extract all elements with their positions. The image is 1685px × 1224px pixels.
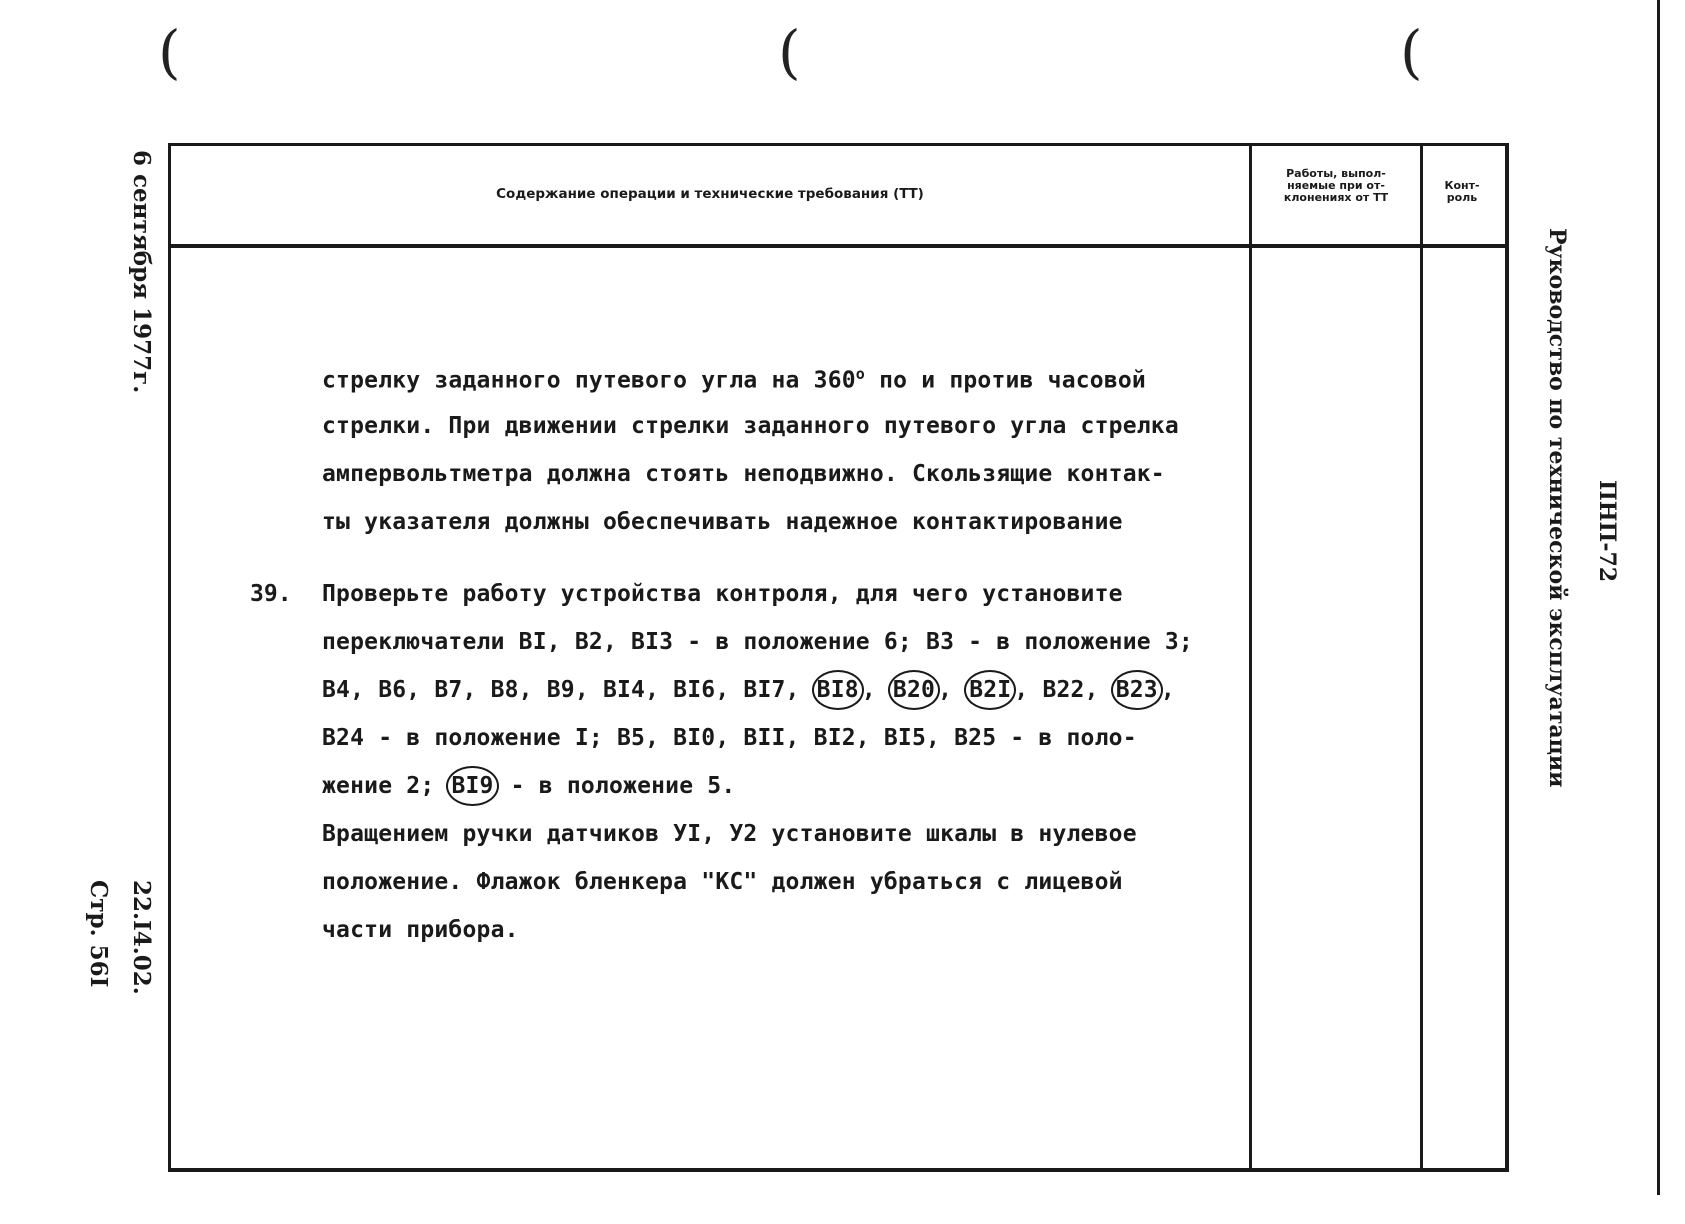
circled-switch: BI9	[446, 766, 498, 806]
header-deviation-column: Работы, выпол- няемые при от- клонениях от ТТ	[1283, 167, 1389, 204]
margin-date: 6 сентября 1977г.	[128, 150, 155, 394]
page-edge	[1657, 0, 1660, 1195]
margin-code: 22.I4.02.	[128, 880, 155, 995]
column-divider-2	[1420, 143, 1423, 1169]
item-number: 39.	[250, 581, 292, 607]
header-divider	[168, 244, 1506, 248]
text-line: B24 - в положение I; B5, BI0, BII, BI2, BI5, B25 - в поло-	[322, 725, 1137, 751]
margin-model: ПНП-72	[1594, 480, 1620, 583]
margin-page-number: Стр. 56I	[85, 880, 112, 988]
circled-switch: B20	[888, 670, 940, 710]
column-divider-1	[1249, 143, 1252, 1169]
header-content-column: Содержание операции и технические требования (ТТ)	[496, 185, 924, 202]
circled-switch: B2I	[964, 670, 1016, 710]
text-line: стрелку заданного путевого угла на $360^о$ по и против часовой	[322, 365, 1146, 394]
text-line: положение. Флажок бленкера "КС" должен убраться с лицевой	[322, 869, 1123, 895]
text-line: переключатели BI, B2, BI3 - в положение 6; B3 - в положение 3;	[322, 629, 1193, 655]
table-frame	[168, 143, 1509, 1172]
punch-hole-left: (	[158, 18, 181, 86]
text-line: части прибора.	[322, 917, 519, 943]
text-line: Проверьте работу устройства контроля, для чего установите	[322, 581, 1123, 607]
text-line: B4, B6, B7, B8, B9, BI4, BI6, BI7, BI8 , B20 , B2I , B22, B23 ,	[322, 677, 1175, 703]
text-line: жение 2; BI9 - в положение 5.	[322, 773, 735, 799]
text-line: ты указателя должны обеспечивать надежное контактирование	[322, 509, 1123, 535]
circled-switch: BI8	[812, 670, 864, 710]
header-control-column: Конт- роль	[1444, 179, 1480, 204]
text-line: ампервольтметра должна стоять неподвижно. Скользящие контак-	[322, 461, 1165, 487]
punch-hole-middle: (	[778, 18, 801, 86]
circled-switch: B23	[1111, 670, 1163, 710]
punch-hole-right: (	[1400, 18, 1423, 86]
text-line: стрелки. При движении стрелки заданного путевого угла стрелка	[322, 413, 1179, 439]
text-line: Вращением ручки датчиков УI, У2 установите шкалы в нулевое	[322, 821, 1137, 847]
margin-manual-title: Руководство по технической эксплуатации	[1544, 228, 1570, 788]
